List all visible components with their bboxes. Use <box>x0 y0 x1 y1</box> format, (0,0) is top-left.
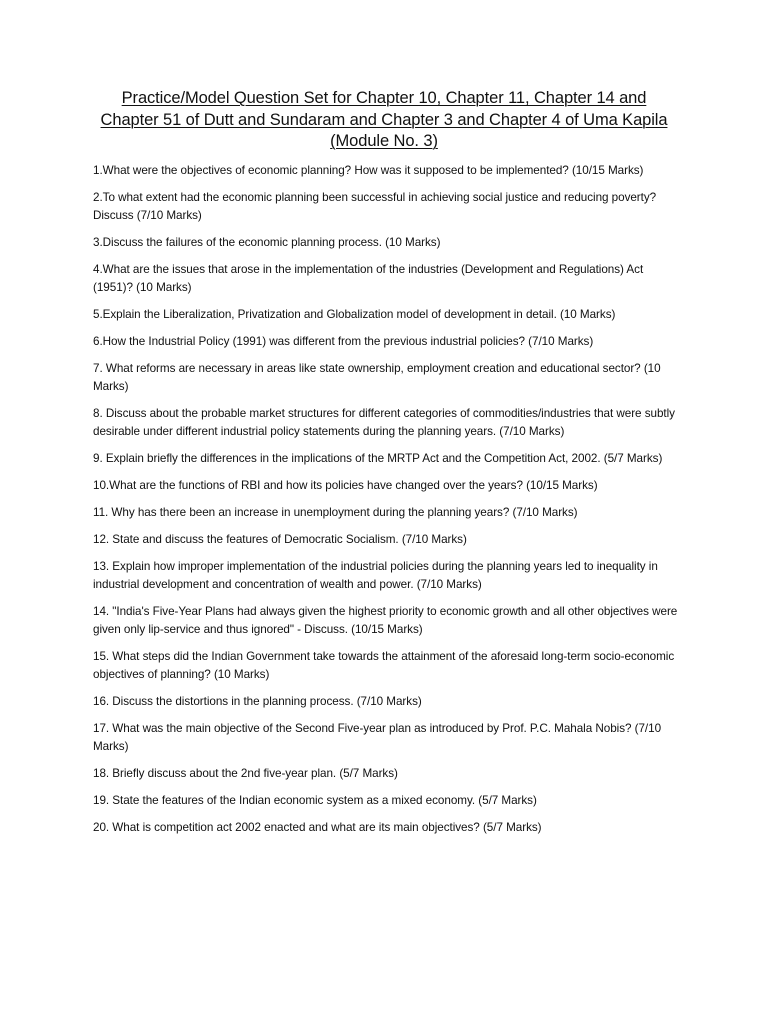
question-list <box>93 162 685 846</box>
question-18: 18. Briefly discuss about the 2nd five-year plan. (5/7 Marks) <box>93 767 398 780</box>
question-5: 5.Explain the Liberalization, Privatization and Globalization model of development in detail. (10 Marks) <box>93 308 616 321</box>
question-10: 10.What are the functions of RBI and how its policies have changed over the years? (10/15 Marks) <box>93 479 598 492</box>
question-12: 12. State and discuss the features of Democratic Socialism. (7/10 Marks) <box>93 533 467 546</box>
question-2: 2.To what extent had the economic planning been successful in achieving social justice and reducing poverty? Discuss (7/10 Marks) <box>93 191 657 222</box>
question-17: 17. What was the main objective of the Second Five-year plan as introduced by Prof. P.C. Mahala Nobis? (7/10 Marks) <box>93 722 662 753</box>
question-13: 13. Explain how improper implementation of the industrial policies during the planning years led to inequality in industrial development and concentration of wealth and power. (7/10 Marks) <box>93 560 658 591</box>
question-20: 20. What is competition act 2002 enacted and what are its main objectives? (5/7 Marks) <box>93 821 542 834</box>
title-line-3: (Module No. 3) <box>330 132 438 150</box>
question-11: 11. Why has there been an increase in unemployment during the planning years? (7/10 Marks) <box>93 506 578 519</box>
question-1: 1.What were the objectives of economic planning? How was it supposed to be implemented? (10/15 Marks) <box>93 164 644 177</box>
title-line-1: Practice/Model Question Set for Chapter 10, Chapter 11, Chapter 14 and <box>121 89 647 107</box>
question-9: 9. Explain briefly the differences in the implications of the MRTP Act and the Competition Act, 2002. (5/7 Marks) <box>93 452 663 465</box>
question-15: 15. What steps did the Indian Government take towards the attainment of the aforesaid long-term socio-economic objectives of planning? (10 Marks) <box>93 650 675 681</box>
title-line-2: Chapter 51 of Dutt and Sundaram and Chapter 3 and Chapter 4 of Uma Kapila <box>100 110 668 129</box>
question-3: 3.Discuss the failures of the economic planning process. (10 Marks) <box>93 236 441 249</box>
question-14: 14. "India's Five-Year Plans had always given the highest priority to economic growth and all other objectives were given only lip-service and thus ignored" - Discuss. (10/15 Marks) <box>93 605 678 636</box>
question-8: 8. Discuss about the probable market structures for different categories of commodities/industries that were subtly desirable under different industrial policy statements during the planning years. (7/10 Marks) <box>93 407 675 438</box>
question-6: 6.How the Industrial Policy (1991) was different from the previous industrial policies? (7/10 Marks) <box>93 335 594 348</box>
question-16: 16. Discuss the distortions in the planning process. (7/10 Marks) <box>93 695 422 708</box>
question-7: 7. What reforms are necessary in areas like state ownership, employment creation and educational sector? (10 Marks) <box>93 362 661 393</box>
question-4: 4.What are the issues that arose in the implementation of the industries (Development and Regulations) Act (1951)? (10 Marks) <box>93 263 644 294</box>
document-title <box>90 88 678 153</box>
question-19: 19. State the features of the Indian economic system as a mixed economy. (5/7 Marks) <box>93 794 537 807</box>
